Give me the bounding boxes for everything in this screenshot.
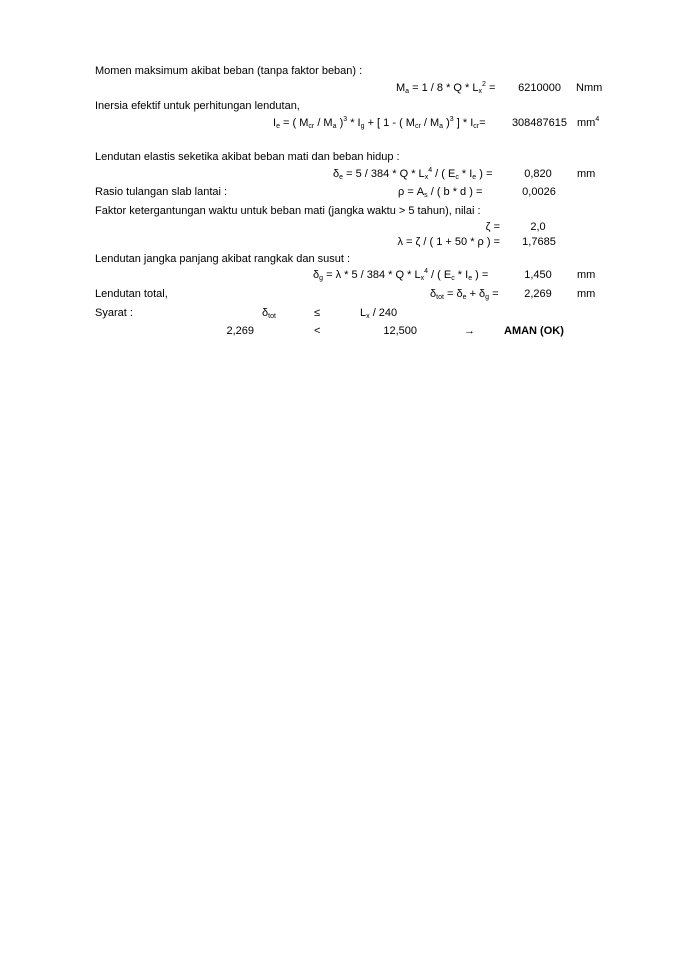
- check-delta: $\delta_{tot}$: [262, 307, 276, 320]
- total-value: 2,269: [524, 288, 552, 300]
- elastic-formula: $\delta_e = 5 / 384 * Q * L_x^4$ / ( $E_c * I_e$ ) =: [333, 167, 493, 181]
- lambda-value: 1,7685: [522, 236, 556, 248]
- ratio-value: 0,0026: [522, 186, 556, 198]
- moment-formula: $M_a = 1 / 8 * Q * L_x^2$ =: [396, 81, 496, 95]
- ratio-heading: Rasio tulangan slab lantai :: [95, 186, 228, 198]
- check-arrow: →: [464, 325, 475, 337]
- elastic-heading: Lendutan elastis seketika akibat beban mati dan beban hidup :: [95, 151, 400, 163]
- xi-value: 2,0: [530, 221, 546, 233]
- xi-formula: ζ =: [485, 221, 500, 233]
- time-heading: Faktor ketergantungan waktu untuk beban mati (jangka waktu > 5 tahun), nilai :: [95, 205, 481, 217]
- inertia-unit: $mm^4$: [577, 116, 600, 129]
- elastic-value: 0,820: [524, 168, 552, 180]
- check-result: AMAN (OK): [504, 325, 564, 337]
- moment-heading: Momen maksimum akibat beban (tanpa faktor beban) :: [95, 65, 363, 77]
- ratio-formula: $\rho = A_s$ / ( b * d ) =: [398, 186, 483, 199]
- moment-unit: Nmm: [576, 82, 603, 94]
- longterm-heading: Lendutan jangka panjang akibat rangkak dan susut :: [95, 253, 351, 265]
- inertia-heading: Inersia efektif untuk perhitungan lendutan,: [95, 100, 300, 112]
- check-leq: ≤: [314, 307, 321, 319]
- check-val-right: 12,500: [383, 325, 417, 337]
- total-unit: mm: [577, 288, 596, 300]
- inertia-formula: $I_e$ = ( $M_{cr} / M_a$ )$^3 * I_g$ + [ 1 - ( $M_{cr} / M_a$ )$^3$ ] * $I_{cr}=$: [273, 116, 486, 130]
- check-val-left: 2,269: [226, 325, 254, 337]
- longterm-value: 1,450: [524, 269, 552, 281]
- check-limit: $L_x / 240$: [360, 307, 398, 320]
- moment-value: 6210000: [518, 82, 561, 94]
- total-heading: Lendutan total,: [95, 288, 168, 300]
- total-formula: $\delta_{tot} = \delta_e + \delta_g$ =: [430, 288, 499, 301]
- inertia-value: 308487615: [511, 117, 567, 129]
- longterm-formula: $\delta_g = \lambda * 5 / 384 * Q * L_x^4$ / ( $E_c * I_e$ ) =: [313, 268, 489, 282]
- check-label: Syarat :: [95, 307, 133, 319]
- elastic-unit: mm: [577, 168, 596, 180]
- check-lt: <: [314, 325, 321, 337]
- longterm-unit: mm: [577, 269, 596, 281]
- lambda-formula: λ = ζ / ( 1 + 50 * ρ ) =: [397, 236, 500, 248]
